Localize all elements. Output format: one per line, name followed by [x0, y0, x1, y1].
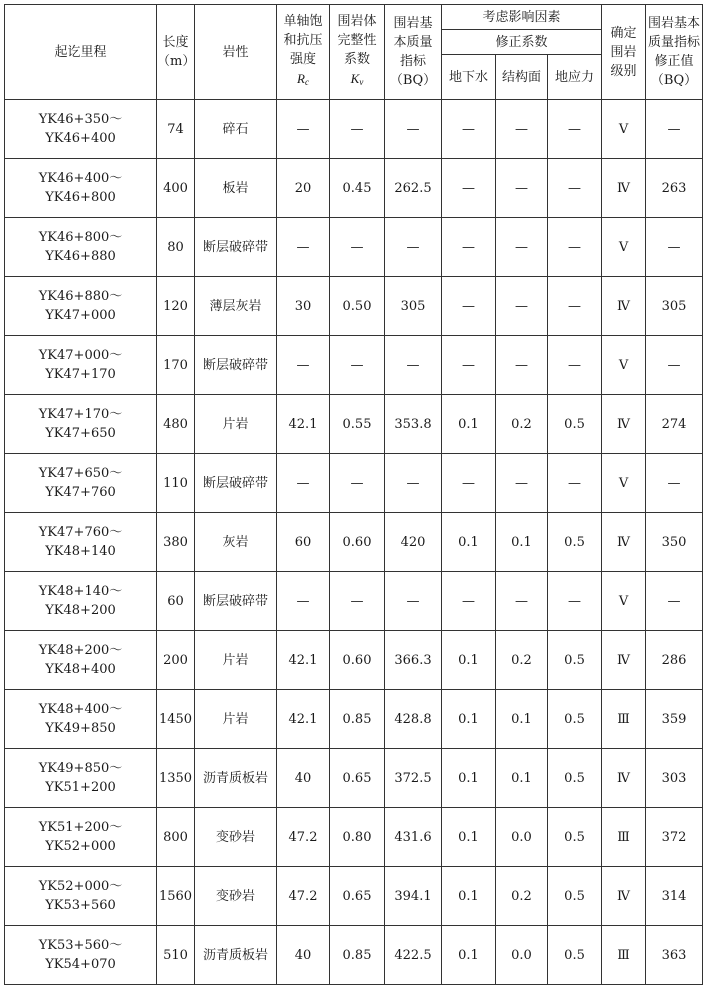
- cell-structural-plane: —: [496, 572, 548, 631]
- cell-kv: 0.45: [330, 159, 385, 218]
- cell-rc: 42.1: [277, 395, 330, 454]
- cell-ground-stress: —: [548, 454, 602, 513]
- header-lithology: 岩性: [195, 5, 277, 100]
- cell-bq: 305: [385, 277, 442, 336]
- table-row: [5, 867, 703, 926]
- cell-mileage: YK52+000～YK53+560: [5, 867, 157, 926]
- cell-rc: —: [277, 100, 330, 159]
- cell-length: 170: [157, 336, 195, 395]
- cell-kv: —: [330, 336, 385, 395]
- table-row: [5, 277, 703, 336]
- cell-grade: Ⅳ: [602, 277, 646, 336]
- cell-length: 400: [157, 159, 195, 218]
- header-ground-stress: 地应力: [548, 55, 602, 100]
- cell-grade: Ⅲ: [602, 808, 646, 867]
- table-row: [5, 926, 703, 985]
- cell-bq: 420: [385, 513, 442, 572]
- cell-rc: —: [277, 572, 330, 631]
- table-row: [5, 808, 703, 867]
- cell-ground-stress: —: [548, 572, 602, 631]
- cell-rc: 42.1: [277, 631, 330, 690]
- cell-rc: 20: [277, 159, 330, 218]
- cell-grade: Ⅳ: [602, 867, 646, 926]
- cell-corrected-bq: 372: [646, 808, 703, 867]
- cell-ground-stress: 0.5: [548, 867, 602, 926]
- cell-corrected-bq: 305: [646, 277, 703, 336]
- cell-lithology: 片岩: [195, 395, 277, 454]
- cell-mileage: YK47+170～YK47+650: [5, 395, 157, 454]
- cell-lithology: 沥青质板岩: [195, 926, 277, 985]
- cell-ground-stress: 0.5: [548, 395, 602, 454]
- cell-length: 800: [157, 808, 195, 867]
- cell-structural-plane: —: [496, 100, 548, 159]
- cell-grade: Ⅴ: [602, 336, 646, 395]
- cell-kv: —: [330, 218, 385, 277]
- cell-kv: 0.85: [330, 690, 385, 749]
- cell-corrected-bq: 363: [646, 926, 703, 985]
- cell-kv: 0.50: [330, 277, 385, 336]
- cell-length: 1350: [157, 749, 195, 808]
- cell-rc: —: [277, 336, 330, 395]
- cell-mileage: YK46+350～YK46+400: [5, 100, 157, 159]
- cell-mileage: YK53+560～YK54+070: [5, 926, 157, 985]
- cell-mileage: YK48+140～YK48+200: [5, 572, 157, 631]
- cell-length: 80: [157, 218, 195, 277]
- cell-bq: 394.1: [385, 867, 442, 926]
- cell-ground-stress: 0.5: [548, 631, 602, 690]
- cell-ground-stress: —: [548, 277, 602, 336]
- cell-mileage: YK51+200～YK52+000: [5, 808, 157, 867]
- cell-kv: 0.55: [330, 395, 385, 454]
- cell-rc: 60: [277, 513, 330, 572]
- header-grade: 确定 围岩 级别: [602, 5, 646, 100]
- cell-grade: Ⅲ: [602, 690, 646, 749]
- table-row: [5, 572, 703, 631]
- cell-mileage: YK47+650～YK47+760: [5, 454, 157, 513]
- cell-bq: 372.5: [385, 749, 442, 808]
- cell-lithology: 片岩: [195, 690, 277, 749]
- cell-rc: —: [277, 218, 330, 277]
- cell-groundwater: —: [442, 572, 496, 631]
- cell-bq: —: [385, 218, 442, 277]
- cell-structural-plane: 0.0: [496, 808, 548, 867]
- header-factors-group: 考虑影响因素: [442, 5, 602, 30]
- cell-structural-plane: 0.0: [496, 926, 548, 985]
- table-row: [5, 395, 703, 454]
- cell-structural-plane: —: [496, 454, 548, 513]
- table-row: [5, 336, 703, 395]
- cell-lithology: 变砂岩: [195, 808, 277, 867]
- cell-corrected-bq: 314: [646, 867, 703, 926]
- cell-groundwater: 0.1: [442, 395, 496, 454]
- cell-rc: 40: [277, 749, 330, 808]
- cell-ground-stress: —: [548, 159, 602, 218]
- cell-kv: —: [330, 454, 385, 513]
- cell-lithology: 变砂岩: [195, 867, 277, 926]
- cell-groundwater: —: [442, 277, 496, 336]
- cell-ground-stress: 0.5: [548, 808, 602, 867]
- cell-length: 1560: [157, 867, 195, 926]
- cell-lithology: 沥青质板岩: [195, 749, 277, 808]
- header-structural-plane: 结构面: [496, 55, 548, 100]
- cell-bq: —: [385, 336, 442, 395]
- cell-lithology: 断层破碎带: [195, 572, 277, 631]
- cell-groundwater: —: [442, 336, 496, 395]
- cell-structural-plane: 0.1: [496, 749, 548, 808]
- cell-ground-stress: 0.5: [548, 926, 602, 985]
- cell-kv: —: [330, 572, 385, 631]
- cell-grade: Ⅳ: [602, 631, 646, 690]
- cell-corrected-bq: 359: [646, 690, 703, 749]
- cell-mileage: YK47+760～YK48+140: [5, 513, 157, 572]
- cell-grade: Ⅳ: [602, 513, 646, 572]
- cell-kv: 0.60: [330, 631, 385, 690]
- table-row: [5, 749, 703, 808]
- cell-mileage: YK48+200～YK48+400: [5, 631, 157, 690]
- cell-groundwater: 0.1: [442, 867, 496, 926]
- cell-corrected-bq: —: [646, 572, 703, 631]
- cell-bq: 353.8: [385, 395, 442, 454]
- table-row: [5, 690, 703, 749]
- table-row: [5, 513, 703, 572]
- header-corrected-bq: 围岩基本 质量指标 修正值 （BQ）: [646, 5, 703, 100]
- cell-length: 380: [157, 513, 195, 572]
- cell-bq: 431.6: [385, 808, 442, 867]
- cell-lithology: 断层破碎带: [195, 454, 277, 513]
- cell-corrected-bq: —: [646, 100, 703, 159]
- cell-structural-plane: —: [496, 218, 548, 277]
- cell-length: 74: [157, 100, 195, 159]
- cell-grade: Ⅴ: [602, 100, 646, 159]
- cell-lithology: 断层破碎带: [195, 218, 277, 277]
- cell-mileage: YK47+000～YK47+170: [5, 336, 157, 395]
- cell-corrected-bq: 274: [646, 395, 703, 454]
- table-row: [5, 100, 703, 159]
- cell-groundwater: 0.1: [442, 631, 496, 690]
- cell-grade: Ⅴ: [602, 454, 646, 513]
- cell-groundwater: —: [442, 159, 496, 218]
- cell-mileage: YK46+880～YK47+000: [5, 277, 157, 336]
- cell-ground-stress: 0.5: [548, 690, 602, 749]
- cell-bq: —: [385, 572, 442, 631]
- cell-bq: 366.3: [385, 631, 442, 690]
- header-bq: 围岩基 本质量 指标 （BQ）: [385, 5, 442, 100]
- cell-ground-stress: 0.5: [548, 513, 602, 572]
- cell-mileage: YK49+850～YK51+200: [5, 749, 157, 808]
- cell-rc: 47.2: [277, 867, 330, 926]
- cell-ground-stress: —: [548, 218, 602, 277]
- cell-groundwater: —: [442, 218, 496, 277]
- table-row: [5, 631, 703, 690]
- cell-kv: 0.85: [330, 926, 385, 985]
- cell-structural-plane: 0.2: [496, 631, 548, 690]
- cell-structural-plane: —: [496, 277, 548, 336]
- cell-lithology: 断层破碎带: [195, 336, 277, 395]
- cell-rc: 47.2: [277, 808, 330, 867]
- cell-corrected-bq: —: [646, 336, 703, 395]
- cell-rc: 40: [277, 926, 330, 985]
- header-length: 长度 （m）: [157, 5, 195, 100]
- header-mileage: 起讫里程: [5, 5, 157, 100]
- cell-grade: Ⅴ: [602, 218, 646, 277]
- cell-corrected-bq: 303: [646, 749, 703, 808]
- cell-bq: —: [385, 454, 442, 513]
- cell-structural-plane: —: [496, 159, 548, 218]
- table-row: [5, 454, 703, 513]
- cell-mileage: YK46+400～YK46+800: [5, 159, 157, 218]
- cell-mileage: YK48+400～YK49+850: [5, 690, 157, 749]
- cell-bq: 422.5: [385, 926, 442, 985]
- cell-groundwater: —: [442, 454, 496, 513]
- table-row: [5, 159, 703, 218]
- cell-lithology: 薄层灰岩: [195, 277, 277, 336]
- cell-length: 1450: [157, 690, 195, 749]
- cell-structural-plane: 0.1: [496, 690, 548, 749]
- cell-length: 200: [157, 631, 195, 690]
- rock-mass-classification-table: [4, 4, 703, 985]
- cell-groundwater: 0.1: [442, 926, 496, 985]
- cell-length: 60: [157, 572, 195, 631]
- cell-structural-plane: 0.2: [496, 395, 548, 454]
- cell-corrected-bq: 350: [646, 513, 703, 572]
- table-row: [5, 218, 703, 277]
- header-groundwater: 地下水: [442, 55, 496, 100]
- cell-kv: 0.80: [330, 808, 385, 867]
- cell-corrected-bq: 263: [646, 159, 703, 218]
- cell-length: 510: [157, 926, 195, 985]
- header-rc: 单轴饱 和抗压 强度 $R_c$: [277, 5, 330, 100]
- cell-bq: —: [385, 100, 442, 159]
- cell-length: 480: [157, 395, 195, 454]
- cell-groundwater: 0.1: [442, 749, 496, 808]
- cell-kv: 0.60: [330, 513, 385, 572]
- cell-kv: —: [330, 100, 385, 159]
- cell-grade: Ⅴ: [602, 572, 646, 631]
- cell-ground-stress: 0.5: [548, 749, 602, 808]
- cell-rc: 42.1: [277, 690, 330, 749]
- cell-structural-plane: 0.2: [496, 867, 548, 926]
- cell-grade: Ⅳ: [602, 395, 646, 454]
- cell-corrected-bq: —: [646, 454, 703, 513]
- cell-ground-stress: —: [548, 100, 602, 159]
- cell-mileage: YK46+800～YK46+880: [5, 218, 157, 277]
- cell-kv: 0.65: [330, 867, 385, 926]
- cell-ground-stress: —: [548, 336, 602, 395]
- cell-lithology: 片岩: [195, 631, 277, 690]
- cell-bq: 428.8: [385, 690, 442, 749]
- cell-groundwater: 0.1: [442, 808, 496, 867]
- cell-kv: 0.65: [330, 749, 385, 808]
- cell-lithology: 碎石: [195, 100, 277, 159]
- cell-length: 110: [157, 454, 195, 513]
- header-kv: 围岩体 完整性 系数 $K_v$: [330, 5, 385, 100]
- header-correction-coefficients: 修正系数: [442, 30, 602, 55]
- cell-length: 120: [157, 277, 195, 336]
- cell-groundwater: 0.1: [442, 513, 496, 572]
- cell-grade: Ⅳ: [602, 159, 646, 218]
- cell-rc: —: [277, 454, 330, 513]
- cell-lithology: 灰岩: [195, 513, 277, 572]
- cell-groundwater: 0.1: [442, 690, 496, 749]
- cell-corrected-bq: 286: [646, 631, 703, 690]
- cell-bq: 262.5: [385, 159, 442, 218]
- cell-structural-plane: —: [496, 336, 548, 395]
- cell-grade: Ⅳ: [602, 749, 646, 808]
- table-body: [5, 100, 703, 985]
- cell-grade: Ⅲ: [602, 926, 646, 985]
- cell-rc: 30: [277, 277, 330, 336]
- cell-lithology: 板岩: [195, 159, 277, 218]
- cell-groundwater: —: [442, 100, 496, 159]
- cell-structural-plane: 0.1: [496, 513, 548, 572]
- cell-corrected-bq: —: [646, 218, 703, 277]
